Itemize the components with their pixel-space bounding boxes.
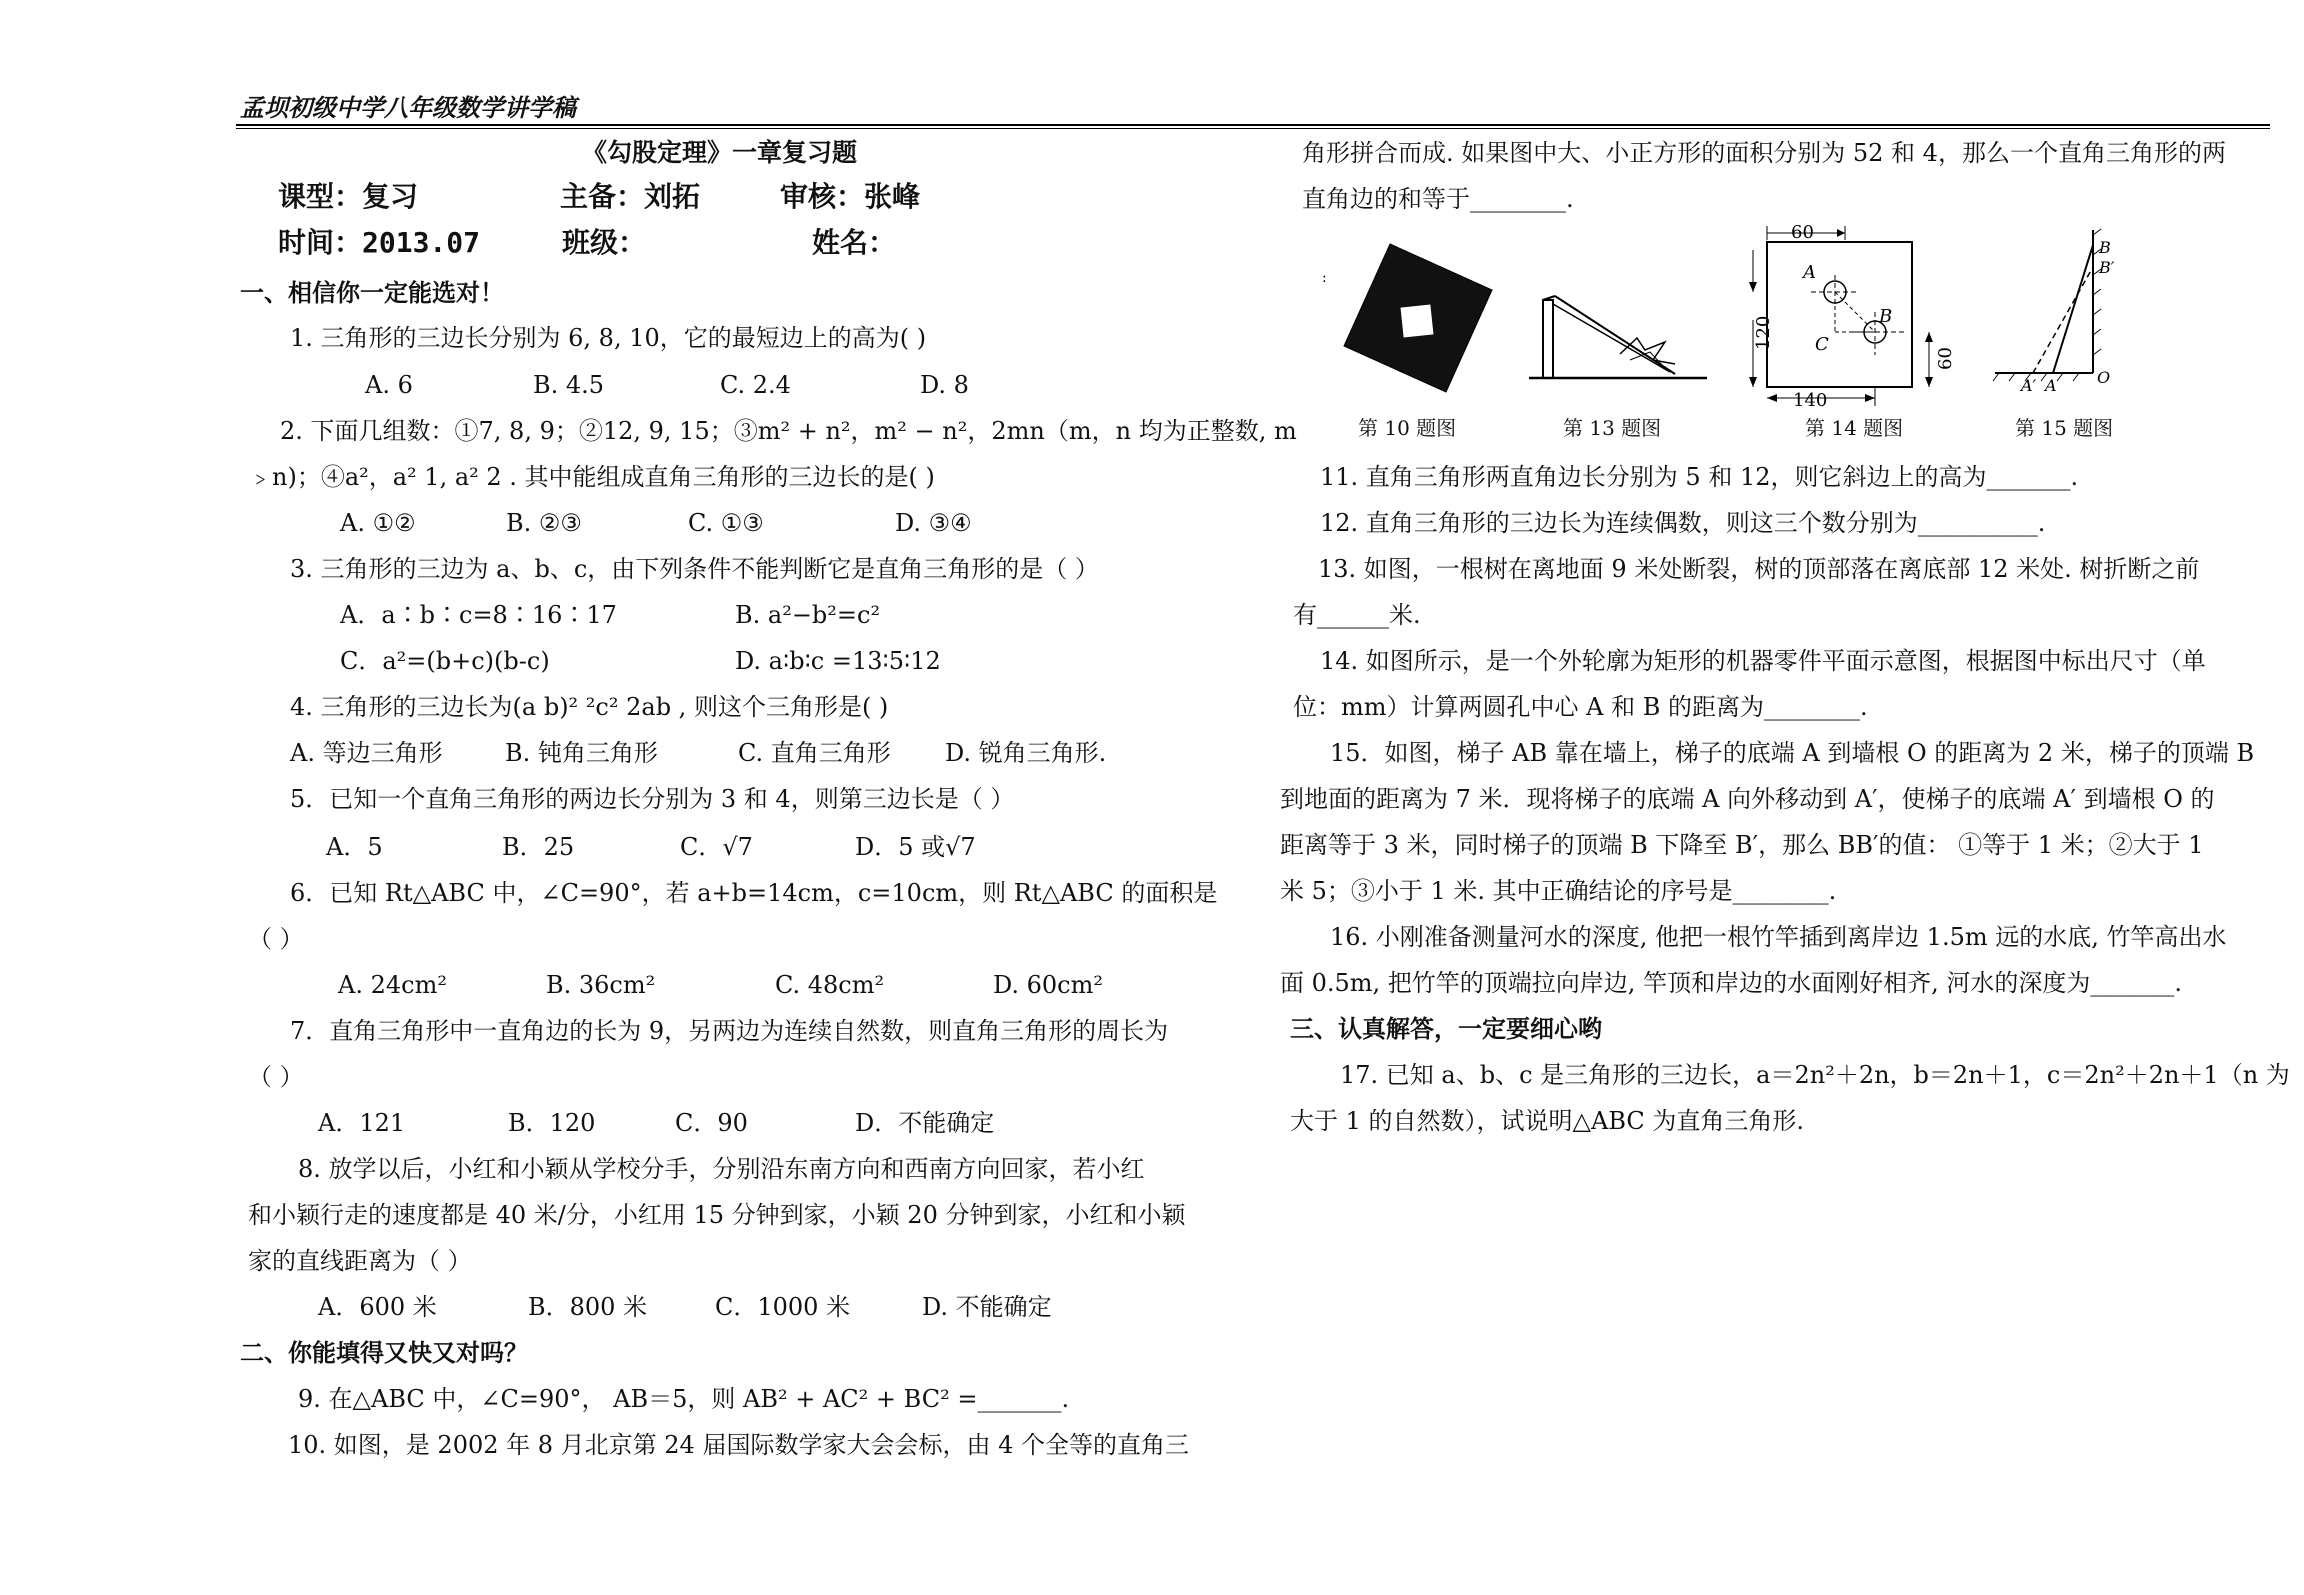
- question-9: 9. 在△ABC 中，∠C=90°， AB＝5，则 AB² + AC² + BC² =_______.: [298, 1385, 1070, 1413]
- question-2-line-2: ﹥n)；④a²，a² 1, a² 2 . 其中能组成直角三角形的三边长的是( ): [248, 463, 935, 491]
- q5-option-c: C．√7: [680, 833, 753, 861]
- figure-10-caption: 第 10 题图: [1358, 416, 1457, 440]
- q4-option-c: C. 直角三角形: [738, 739, 891, 767]
- q2-option-c: C. ①③: [688, 509, 764, 537]
- section-3-heading: 三、认真解答，一定要细心哟: [1290, 1015, 1602, 1043]
- name-label: 姓名：: [812, 226, 897, 259]
- question-10-line-1: 10. 如图，是 2002 年 8 月北京第 24 届国际数学家大会会标，由 4 个全等的直角三: [288, 1431, 1189, 1459]
- q1-option-d: D. 8: [920, 371, 969, 399]
- q7-option-d: D．不能确定: [855, 1109, 995, 1137]
- question-15-line-3: 距离等于 3 米，同时梯子的顶端 B 下降至 B′，那么 BB′的值： ①等于 1 米；②大于 1: [1280, 831, 2204, 859]
- q1-option-a: A. 6: [365, 371, 413, 399]
- course-type: 课型：复习: [278, 180, 419, 213]
- question-7-line-2: （ ）: [248, 1063, 304, 1091]
- figure-15-caption: 第 15 题图: [2015, 416, 2114, 440]
- section-2-heading: 二、你能填得又快又对吗？: [240, 1339, 528, 1367]
- q5-option-d: D．5 或√7: [855, 833, 976, 861]
- section-1-heading: 一、相信你一定能选对！: [240, 279, 504, 307]
- q8-option-d: D. 不能确定: [922, 1293, 1052, 1321]
- question-16-line-2: 面 0.5m, 把竹竿的顶端拉向岸边, 竿顶和岸边的水面刚好相齐, 河水的深度为_______.: [1280, 969, 2182, 997]
- question-8-line-1: 8. 放学以后，小红和小颖从学校分手，分别沿东南方向和西南方向回家，若小红: [298, 1155, 1145, 1183]
- q4-option-a: A. 等边三角形: [290, 739, 443, 767]
- question-3: 3. 三角形的三边为 a、b、c，由下列条件不能判断它是直角三角形的是（ ）: [290, 555, 1099, 583]
- q8-option-c: C．1000 米: [715, 1293, 851, 1321]
- question-6-line-1: 6．已知 Rt△ABC 中，∠C=90°，若 a+b=14cm，c=10cm，则 Rt△ABC 的面积是: [290, 879, 1218, 907]
- q6-option-b: B. 36cm²: [546, 971, 656, 999]
- question-7-line-1: 7．直角三角形中一直角边的长为 9，另两边为连续自然数，则直角三角形的周长为: [290, 1017, 1169, 1045]
- q3-option-b: B. a²−b²=c²: [735, 601, 881, 629]
- q2-option-b: B. ②③: [506, 509, 582, 537]
- label-60-right: 60: [1935, 347, 1956, 370]
- q7-option-b: B．120: [508, 1109, 596, 1137]
- label-A-prime: A′: [2021, 376, 2037, 395]
- svg-text::: :: [1322, 270, 1327, 286]
- label-B: B: [2099, 238, 2111, 257]
- label-B: B: [1879, 306, 1893, 327]
- question-1: 1. 三角形的三边长分别为 6, 8, 10，它的最短边上的高为( ): [290, 324, 927, 352]
- label-O: O: [2097, 368, 2111, 387]
- question-12: 12. 直角三角形的三边长为连续偶数，则这三个数分别为__________.: [1320, 509, 2046, 537]
- q4-option-d: D. 锐角三角形.: [945, 739, 1107, 767]
- label-140: 140: [1793, 390, 1828, 410]
- q6-option-c: C. 48cm²: [775, 971, 885, 999]
- label-A: A: [1803, 262, 1816, 283]
- class-label: 班级：: [562, 226, 647, 259]
- figure-14-machine-part: [1745, 220, 1960, 410]
- question-15-line-4: 米 5；③小于 1 米. 其中正确结论的序号是________.: [1280, 877, 1837, 905]
- question-2-line-1: 2. 下面几组数：①7, 8, 9；②12, 9, 15；③m² + n²，m² − n²，2mn（m，n 均为正整数, m: [280, 417, 1297, 445]
- question-14-line-2: 位：mm）计算两圆孔中心 A 和 B 的距离为________.: [1293, 693, 1868, 721]
- figure-15-ladder: [1985, 225, 2135, 395]
- label-B-prime: B′: [2099, 258, 2115, 277]
- school-header: 孟坝初级中学八年级数学讲学稿: [240, 94, 576, 122]
- figure-14-caption: 第 14 题图: [1805, 416, 1904, 440]
- question-15-line-2: 到地面的距离为 7 米．现将梯子的底端 A 向外移动到 A′，使梯子的底端 A′ 到墙根 O 的: [1280, 785, 2215, 813]
- question-16-line-1: 16. 小刚准备测量河水的深度, 他把一根竹竿插到离岸边 1.5m 远的水底, 竹竿高出水: [1330, 923, 2227, 951]
- label-A: A: [2045, 376, 2057, 395]
- reviewer: 审核：张峰: [780, 180, 921, 213]
- q5-option-a: A．5: [326, 833, 383, 861]
- question-13-line-2: 有______米.: [1293, 601, 1421, 629]
- q8-option-a: A．600 米: [318, 1293, 437, 1321]
- question-5: 5．已知一个直角三角形的两边长分别为 3 和 4，则第三边长是（ ）: [290, 785, 1015, 813]
- q6-option-a: A. 24cm²: [338, 971, 447, 999]
- figure-13-broken-tree: [1525, 280, 1710, 390]
- q2-option-a: A. ①②: [340, 509, 416, 537]
- q3-option-d: D. a∶b∶c =13∶5∶12: [735, 647, 941, 675]
- question-15-line-1: 15．如图，梯子 AB 靠在墙上，梯子的底端 A 到墙根 O 的距离为 2 米，梯子的顶端 B: [1330, 739, 2255, 767]
- q6-option-d: D. 60cm²: [993, 971, 1104, 999]
- label-60-top: 60: [1791, 222, 1814, 243]
- q7-option-c: C．90: [675, 1109, 748, 1137]
- question-8-line-2: 和小颖行走的速度都是 40 米/分，小红用 15 分钟到家，小颖 20 分钟到家，小红和小颖: [248, 1201, 1186, 1229]
- question-8-line-3: 家的直线距离为（ ）: [248, 1247, 472, 1275]
- q4-option-b: B. 钝角三角形: [505, 739, 658, 767]
- question-14-line-1: 14. 如图所示，是一个外轮廓为矩形的机器零件平面示意图，根据图中标出尺寸（单: [1320, 647, 2206, 675]
- q3-option-a: A．a∶b∶c=8∶16∶17: [340, 601, 617, 629]
- question-4: 4. 三角形的三边长为(a b)² ²c² 2ab , 则这个三角形是( ): [290, 693, 889, 721]
- q2-option-d: D. ③④: [895, 509, 972, 537]
- time: 时间：2013.07: [278, 226, 481, 259]
- question-6-line-2: （ ）: [248, 925, 304, 953]
- question-13-line-1: 13. 如图，一根树在离地面 9 米处断裂，树的顶部落在离底部 12 米处. 树折断之前: [1318, 555, 2200, 583]
- q8-option-b: B．800 米: [528, 1293, 648, 1321]
- question-17-line-2: 大于 1 的自然数），试说明△ABC 为直角三角形.: [1290, 1107, 1805, 1135]
- q1-option-b: B. 4.5: [533, 371, 605, 399]
- q3-option-c: C．a²=(b+c)(b-c): [340, 647, 550, 675]
- figure-10-logo: [1320, 240, 1500, 410]
- figure-13-caption: 第 13 题图: [1563, 416, 1662, 440]
- preparer: 主备：刘拓: [560, 180, 701, 213]
- q1-option-c: C. 2.4: [720, 371, 791, 399]
- question-17-line-1: 17. 已知 a、b、c 是三角形的三边长，a＝2n²＋2n，b＝2n＋1，c＝2n²＋2n＋1（n 为: [1340, 1061, 2290, 1089]
- question-10-line-3: 直角边的和等于________.: [1302, 185, 1574, 213]
- label-120: 120: [1753, 315, 1774, 350]
- header-rule: [236, 124, 2270, 126]
- doc-title: 《勾股定理》一章复习题: [582, 138, 858, 167]
- question-11: 11. 直角三角形两直角边长分别为 5 和 12，则它斜边上的高为_______.: [1320, 463, 2079, 491]
- q7-option-a: A．121: [318, 1109, 406, 1137]
- question-10-line-2: 角形拼合而成. 如果图中大、小正方形的面积分别为 52 和 4，那么一个直角三角形的两: [1302, 139, 2226, 167]
- q5-option-b: B．25: [502, 833, 575, 861]
- label-C: C: [1815, 334, 1829, 355]
- header-rule-thin: [236, 128, 2270, 129]
